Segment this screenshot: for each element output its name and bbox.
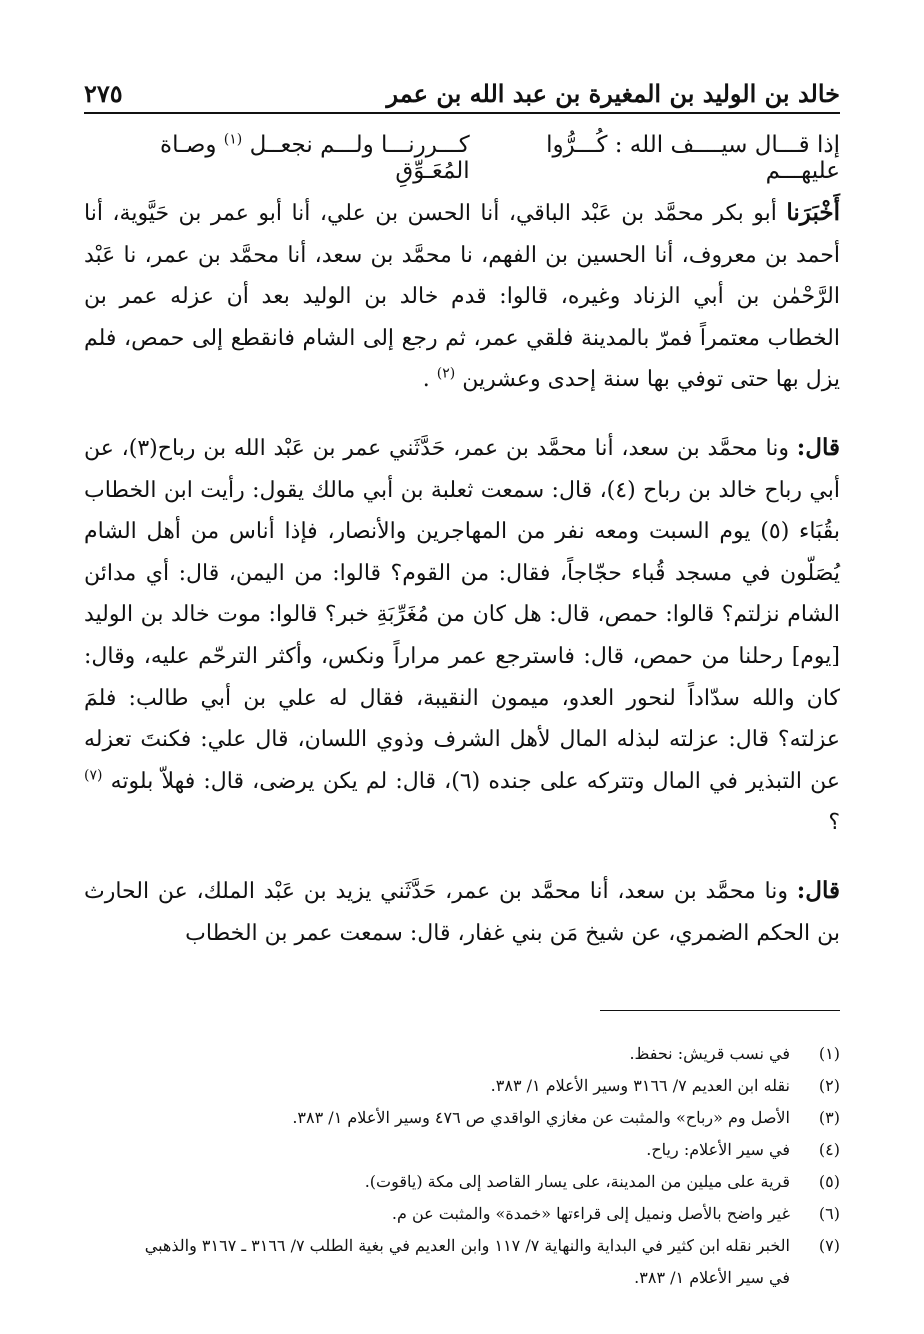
- verse-hemistich-left-end: وصـاة المُعَـوِّقِ: [160, 132, 470, 184]
- paragraph-lead: قال:: [796, 433, 840, 461]
- running-header: [84, 68, 840, 114]
- running-title: خالد بن الوليد بن المغيرة بن عبد الله بن عمر: [386, 79, 840, 108]
- footnote-text: نقله ابن العديم ٧/ ٣١٦٦ وسير الأعلام ١/ ٣٨٣.: [490, 1076, 790, 1095]
- footnote-number: (٤): [818, 1140, 840, 1159]
- paragraph-3: [84, 870, 840, 954]
- paragraph-2: [84, 427, 840, 844]
- footnote-ref-1: (١): [223, 131, 243, 148]
- footnote-text: في نسب قريش: نحفظ.: [629, 1044, 790, 1063]
- footnote-text: غير واضح بالأصل ونميل إلى قراءتها «خمدة» والمثبت عن م.: [391, 1204, 790, 1223]
- paragraph-1: [84, 192, 840, 401]
- footnote-number: (٧): [818, 1236, 840, 1255]
- verse-hemistich-right: إذا قـــال سيــــف الله : كُـــرُّوا عليهـــم: [546, 132, 840, 184]
- main-text: [84, 192, 840, 954]
- footnote-7: [84, 1230, 840, 1262]
- footnote-number: (٦): [818, 1204, 840, 1223]
- footnote-text: الأصل وم «رباح» والمثبت عن مغازي الواقدي ص ٤٧٦ وسير الأعلام ١/ ٣٨٣.: [292, 1108, 790, 1127]
- footnote-2: [84, 1070, 840, 1102]
- footnote-text: قرية على ميلين من المدينة، على يسار القاصد إلى مكة (ياقوت).: [364, 1172, 790, 1191]
- paragraph-lead: قال:: [796, 876, 840, 904]
- footnote-1: [84, 1038, 840, 1070]
- footnote-number: (٥): [818, 1172, 840, 1191]
- paragraph-end: ؟: [828, 810, 840, 836]
- footnotes: [84, 1038, 840, 1294]
- paragraph-text: ونا محمَّد بن سعد، أنا محمَّد بن عمر، حَدَّثَني عمر بن عَبْد الله بن رباح(٣)، عن أبي رباح خالد بن رباح (٤)، قال: سمعت ثعلبة بن أبي مالك يقول: رأيت ابن الخطاب بقُبَاء (٥) يوم السبت ومعه نفر من المهاجرين والأنصار، فإذا أناس من أهل الشام يُصَلّون في مسجد قُباء حجّاجاً، فقال: من القوم؟ قالوا: من اليمن، قال: أي مدائن الشام نزلتم؟ قالوا: حمص، قال: هل كان من مُغَرِّبَةِ خبر؟ قالوا: موت خالد بن الوليد [يوم] رحلنا من حمص، قال: فاسترجع عمر مراراً ونكس، وأكثر الترحّم عليه، وقال: كان والله سدّاداً لنحور العدو، ميمون النقيبة، فقال له علي بن أبي طالب: فلمَ عزلته؟ قال: عزلته لبذله المال لأهل الشرف وذوي اللسان، قال علي: فكنتَ تعزله عن التبذير في المال وتتركه على جنده (٦)، قال: لم يكن يرضى، قال: فهلاّ بلوته: [84, 435, 840, 794]
- verse-hemistich-left-text: كـــررنـــا ولـــم نجعــل: [249, 132, 470, 158]
- footnote-5: [84, 1166, 840, 1198]
- footnote-number: (٢): [818, 1076, 840, 1095]
- footnote-number: (١): [818, 1044, 840, 1063]
- footnote-3: [84, 1102, 840, 1134]
- paragraph-text: أبو بكر محمَّد بن عَبْد الباقي، أنا الحسن بن علي، أنا أبو عمر بن حَيَّوية، أنا أحمد بن معروف، أنا الحسين بن الفهم، نا محمَّد بن سعد، أنا محمَّد بن عمر، نا عَبْد الرَّحْمٰن بن أبي الزناد وغيره، قالوا: قدم خالد بن الوليد بعد أن عزله عمر بن الخطاب معتمراً فمرّ بالمدينة فلقي عمر، ثم رجع إلى الشام فانقطع إلى حمص، فلم يزل بها حتى توفي بها سنة إحدى وعشرين: [84, 201, 840, 393]
- footnote-ref: (٧): [84, 767, 103, 784]
- footnote-ref: (٢): [436, 366, 456, 383]
- page-number: ٢٧٥: [84, 79, 123, 108]
- footnote-6: [84, 1198, 840, 1230]
- footnote-text: الخبر نقله ابن كثير في البداية والنهاية ٧/ ١١٧ وابن العديم في بغية الطلب ٧/ ٣١٦٦ ـ ٣١٦٧ والذهبي: [144, 1236, 790, 1255]
- footnote-divider: [600, 1010, 840, 1011]
- footnote-7-continuation: في سير الأعلام ١/ ٣٨٣.: [634, 1268, 790, 1287]
- footnote-text: في سير الأعلام: رياح.: [646, 1140, 790, 1159]
- verse-hemistich-left: [84, 132, 470, 184]
- paragraph-lead: أَخْبَرَنا: [786, 199, 840, 226]
- paragraph-text: ونا محمَّد بن سعد، أنا محمَّد بن عمر، حَدَّثَني يزيد بن عَبْد الملك، عن الحارث بن الحكم الضمري، عن شيخ مَن بني غفار، قال: سمعت عمر بن الخطاب: [84, 878, 840, 946]
- footnote-number: (٣): [818, 1108, 840, 1127]
- footnote-4: [84, 1134, 840, 1166]
- paragraph-end: .: [422, 367, 430, 393]
- poetry-verse: [84, 131, 840, 184]
